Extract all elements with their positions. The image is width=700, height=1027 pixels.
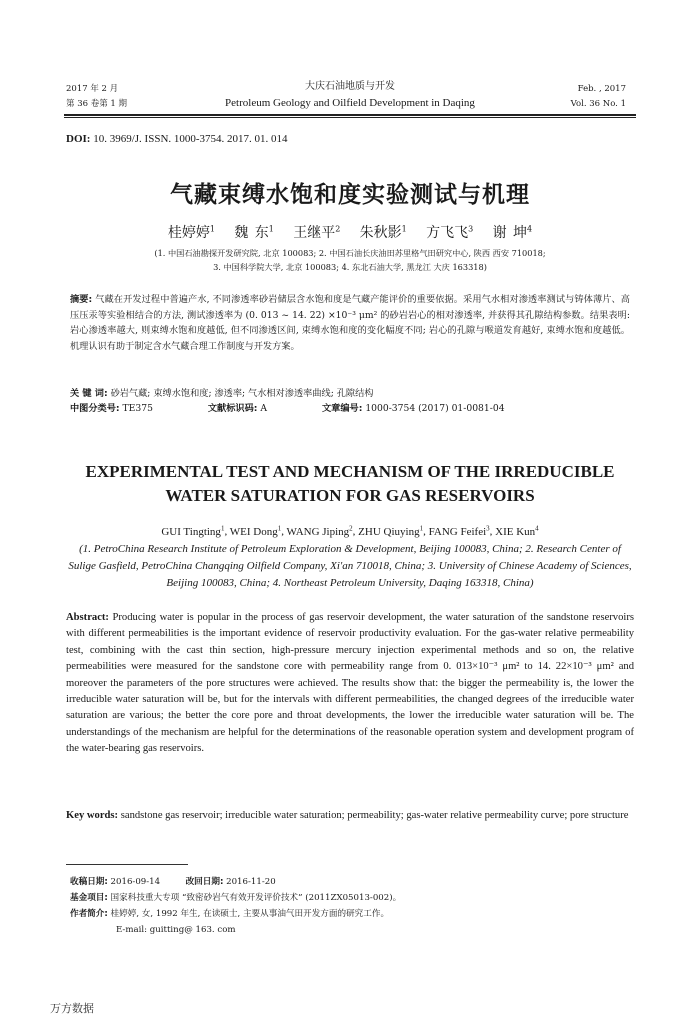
doi-value: 10. 3969/J. ISSN. 1000-3754. 2017. 01. 014 [93,133,288,145]
footnote-bio [70,906,630,922]
en-abstract-text: Producing water is popular in the process of gas reservoir development, the water saturation of the sandstone reservoirs with different permeabilities is the important evidence of reservoir productivity evaluation. For the gas-water relative permeability test, combining with the cast thin section, high-pressure mercury injection experimental methods and so on, the relative permeabilities were measured for the sandstone core with permeability range from 0. 013×10⁻³ μm² to 14. 22×10⁻³ μm² and moreover the parameters of the pore structures were achieved. The results show that: the bigger the permeability is, the lower the irreducible water saturation will be, but for the intervals with different permeabilities, the changed degrees of the irreducible water saturation are various; the better the core pore and throat developments, the lower the irreducible water saturation will be. The understandings of the mechanism are helpful for the determinations of the reasonable operation system and development program of the water-bearing gas reservoirs. [66,612,634,755]
header-journal-cn: 大庆石油地质与开发 [305,81,395,92]
en-keywords [66,808,634,824]
doi: DOI: 10. 3969/J. ISSN. 1000-3754. 2017. 01. 014 [66,133,288,145]
article-no-value: 1000-3754 (2017) 01-0081-04 [365,403,505,414]
cn-abstract [70,292,630,354]
fund-label: 基金项目: [70,893,108,903]
en-title-line1: EXPERIMENTAL TEST AND MECHANISM OF THE IRREDUCIBLE [85,462,615,481]
header-volume-en: Vol. 36 No. 1 [570,99,626,109]
revised-date: 2016-11-20 [226,877,276,887]
cn-author: 方飞飞$^3$ [426,224,474,241]
cn-author: 魏 东$^1$ [234,224,274,241]
received-label: 收稿日期: [70,877,108,887]
en-keywords-label: Key words: [66,810,119,821]
en-author: XIE Kun$^4$ [495,524,539,538]
en-keywords-text: sandstone gas reservoir; irreducible water saturation; permeability; gas-water relative permeability curve; pore structure [120,810,629,821]
cn-authors [60,222,640,242]
footnote-dates [70,874,630,890]
fund-text: 国家科技重大专项 “致密砂岩气有效开发评价技术” (2011ZX05013-002)。 [110,893,402,903]
en-abstract [66,610,634,758]
doc-code-value: A [260,403,268,414]
clc-label: 中图分类号: [70,403,120,414]
header-rule-thin [64,117,636,118]
en-author: GUI Tingting$^1$ [161,524,225,538]
cn-keywords-label: 关 键 词: [70,388,108,399]
cn-author: 王继平$^2$ [293,224,341,241]
en-author: WANG Jiping$^2$ [286,524,353,538]
cn-affiliations-line1: (1. 中国石油勘探开发研究院, 北京 100083; 2. 中国石油长庆油田苏里格气田研究中心, 陕西 西安 710018; [154,248,546,258]
en-author: WEI Dong$^1$ [229,524,282,538]
author-email: E-mail: guitting@ 163. com [116,925,236,935]
en-title [60,460,640,508]
doi-label: DOI [66,133,87,145]
cn-affiliations [110,246,590,274]
en-abstract-label: Abstract: [66,612,109,623]
en-title-line2: WATER SATURATION FOR GAS RESERVOIRS [165,486,535,505]
header-journal-en: Petroleum Geology and Oilfield Development in Daqing [225,97,475,109]
cn-author: 朱秋影$^1$ [359,224,407,241]
bio-text: 桂婷婷, 女, 1992 年生, 在读硕士, 主要从事油气田开发方面的研究工作。 [110,909,390,919]
header-volume-cn: 第 36 卷第 1 期 [66,99,128,109]
cn-classification [70,401,630,416]
cn-title: 气藏束缚水饱和度实验测试与机理 [170,182,530,208]
revised-label: 改回日期: [185,877,224,887]
en-author: FANG Feifei$^3$ [428,524,490,538]
header-rule [64,114,636,116]
en-author: ZHU Qiuying$^1$ [358,524,424,538]
article-no-label: 文章编号: [321,403,363,414]
footnote-fund [70,890,630,906]
cn-author: 桂婷婷$^1$ [167,224,215,241]
cn-affiliations-line2: 3. 中国科学院大学, 北京 100083; 4. 东北石油大学, 黑龙江 大庆 163318) [213,262,487,272]
cn-keywords-text: 砂岩气藏; 束缚水饱和度; 渗透率; 气水相对渗透率曲线; 孔隙结构 [110,388,374,399]
received-date: 2016-09-14 [110,877,161,887]
cn-author: 谢 坤$^4$ [492,224,533,241]
header-date-en: Feb. , 2017 [577,84,626,94]
doc-code-label: 文献标识码: [207,403,258,414]
cn-abstract-text: 气藏在开发过程中普遍产水, 不同渗透率砂岩储层含水饱和度是气藏产能评价的重要依据。采用气水相对渗透率测试与铸体薄片、高压压汞等实验相结合的方法, 测试渗透率为 (0. 013 ~ 14. 22) ×10⁻³ μm² 的砂岩岩心的相对渗透率, 并获得其孔隙结构参数。结果表明: 岩心渗透率越大, 则束缚水饱和度越低, 但不同渗透区间, 束缚水饱和度的变化幅度不同; 岩心的孔隙与喉道发育越好, 束缚水饱和度越低。机理认识有助于制定含水气藏合理工作制度与开发方案。 [70,294,630,352]
en-authors: GUI Tingting$^1$, WEI Dong$^1$, WANG Jiping$^2$, ZHU Qiuying$^1$, FANG Feifei$^3$, XIE Kun$^4$ [161,524,539,538]
cn-abstract-label: 摘要: [70,294,93,305]
header-date-cn: 2017 年 2 月 [66,84,119,94]
bio-label: 作者简介: [70,909,108,919]
en-affiliations: (1. PetroChina Research Institute of Petroleum Exploration & Development, Beijing 100083, China; 2. Research Center of Sulige Gasfield, PetroChina Changqing Oilfield Company, Xi'an 710018, China; 3. University of Chinese Academy of Sciences, Beijing 100083, China; 4. Northeast Petroleum University, Daqing 163318, China) [68,543,632,589]
watermark: 万方数据 [50,1002,94,1015]
footnote-rule [66,864,188,865]
cn-keywords [70,386,630,401]
clc-value: TE375 [122,403,153,414]
